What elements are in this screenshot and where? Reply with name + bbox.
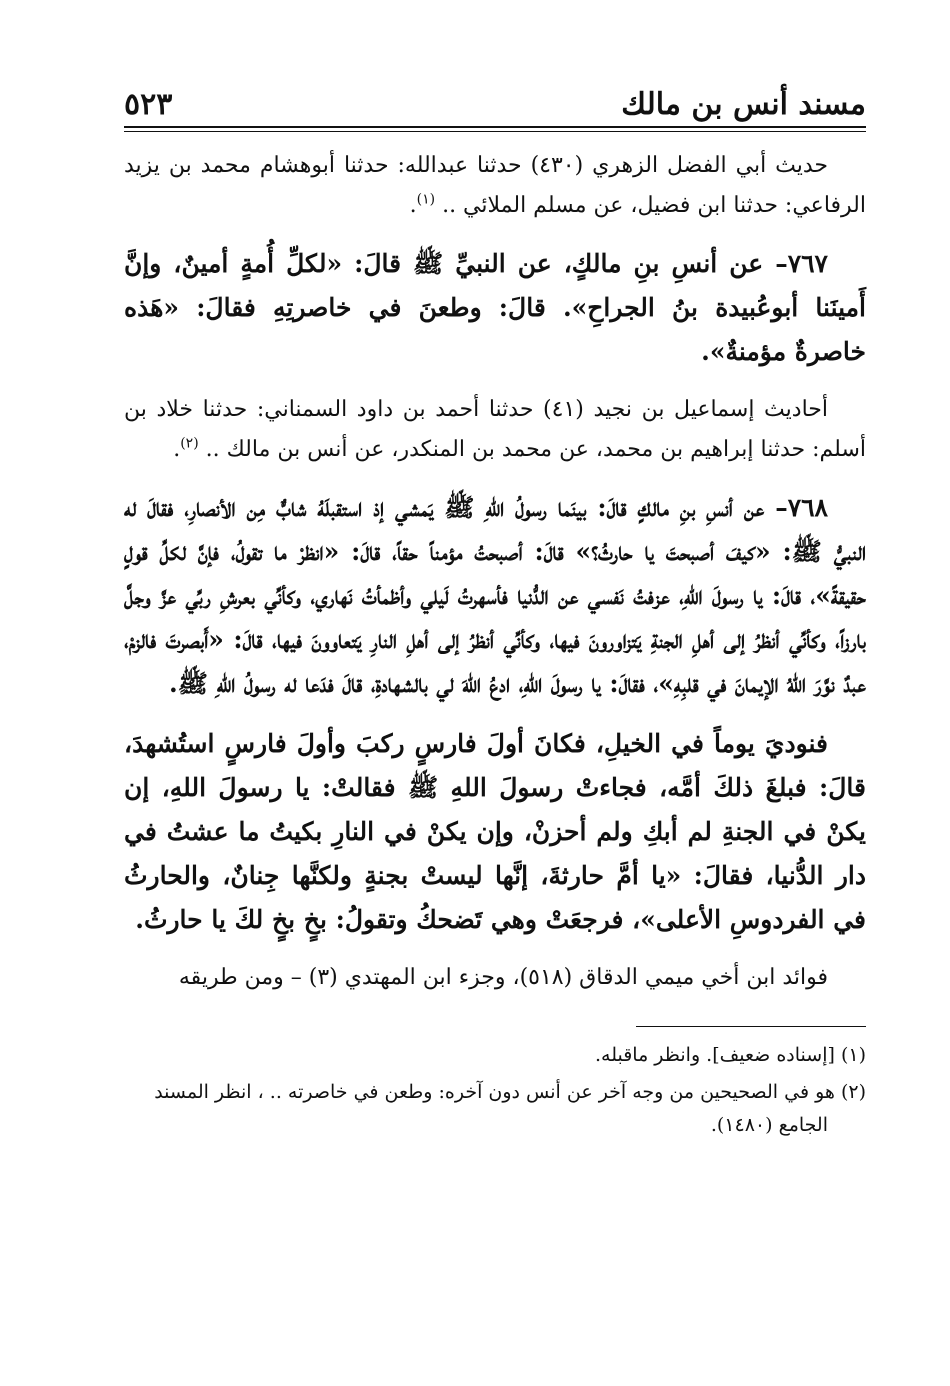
source-paragraph: حديث أبي الفضل الزهري (٤٣٠) حدثنا عبدالله: حدثنا أبوهشام محمد بن يزيد الرفاعي: حدثنا ابن فضيل، عن مسلم الملائي .. $^{(١)}$. bbox=[124, 153, 866, 218]
source-paragraph: أحاديث إسماعيل بن نجيد (٤١) حدثنا أحمد بن داود السمناني: حدثنا خلاد بن أسلم: حدثنا إبراهيم بن محمد، عن محمد بن المنكدر، عن أنس بن مالك .. $^{(٢)}$. bbox=[124, 397, 866, 462]
page-number: ٥٢٣ bbox=[124, 87, 173, 122]
hadith-paragraph: ٧٦٧– عن أنسِ بنِ مالكٍ، عن النبيِّ ﷺ قالَ: «لكلِّ أُمةٍ أمينٌ، وإنَّ أَمينَنا أبوعُبيدة بنُ الجراحِ». قالَ: وطعنَ في خاصرتِهِ فقالَ: «هَذه خاصرةٌ مؤمنةٌ». bbox=[124, 249, 866, 366]
header-rule bbox=[124, 131, 866, 132]
paragraph-text: حديث أبي الفضل الزهري (٤٣٠) حدثنا عبدالله: حدثنا أبوهشام محمد بن يزيد الرفاعي: حدثنا ابن فضيل، عن مسلم الملائي .. bbox=[124, 153, 866, 218]
paragraph-text: أحاديث إسماعيل بن نجيد (٤١) حدثنا أحمد بن داود السمناني: حدثنا خلاد بن أسلم: حدثنا إبراهيم بن محمد، عن محمد بن المنكدر، عن أنس بن مالك .. bbox=[124, 397, 866, 462]
book-page bbox=[124, 70, 866, 1326]
footnotes bbox=[124, 1039, 866, 1142]
hadith-paragraph: فنوديَ يوماً في الخيلِ، فكانَ أولَ فارسٍ ركبَ وأولَ فارسٍ استُشهدَ، قالَ: فبلغَ ذلكَ أمَّه، فجاءتْ رسولَ اللهِ ﷺ فقالتْ: يا رسولَ اللهِ، إن يكنْ في الجنةِ لم أبكِ ولم أحزنْ، وإن يكنْ في النارِ بكيتُ ما عشتُ في دار الدُّنيا، فقالَ: «يا أمَّ حارثةَ، إنَّها ليستْ بجنةٍ ولكنَّها جِنانٌ، والحارثُ في الفردوسِ الأعلى»، فرجعَتْ وهي تَضحكُ وتقولُ: بخٍ بخٍ لكَ يا حارثُ. bbox=[124, 729, 866, 934]
footnote: (٢) هو في الصحيحين من وجه آخر عن أنس دون آخره: وطعن في خاصرته .. ، انظر المسند الجامع (١٤٨٠). bbox=[154, 1081, 866, 1136]
source-paragraph: فوائد ابن أخي ميمي الدقاق (٥١٨)، وجزء ابن المهتدي (٣) – ومن طريقه bbox=[178, 965, 828, 990]
main-text bbox=[124, 146, 866, 998]
footnote: (١) [إسناده ضعيف]. وانظر ماقبله. bbox=[594, 1044, 866, 1066]
page-header bbox=[124, 70, 866, 128]
footnote-reference: (١) bbox=[416, 191, 436, 208]
footnote-reference: (٢) bbox=[180, 435, 199, 452]
hadith-paragraph: ٧٦٨– عن أنسِ بنِ مالكٍ قالَ: بينَما رسولُ اللهِ ﷺ يَمشي إذ استقبلَهُ شابٌّ مِن الأنصارِ، فقالَ له النبيُّ ﷺ: «كيفَ أصبحتَ يا حارثُ؟» قالَ: أصبحتُ مؤمناً حقاً، قالَ: «انظرْ ما تقولُ، فإنَّ لكلِّ قولٍ حقيقةً»، قالَ: يا رسولَ اللهِ، عزفتُ نَفسي عن الدُّنيا فأسهرتُ لَيلي وأظمأتُ نَهاري، وكأنِّي بعرشِ ربِّي عزَّ وجلَّ بارزاً، وكأنِّي أنظرُ إلى أهلِ الجنةِ يَتزاورونَ فيها، وكأنِّي أنظرُ إلى أهلِ النارِ يَتعاوونَ فيها، قالَ: «أَبصرتَ فالزمْ، عبدٌ نوَّرَ اللهُ الإيمانَ في قلبِهِ»، فقالَ: يا رسولَ اللهِ، ادعُ اللهَ لي بالشهادةِ، قالَ فدَعا له رسولُ اللهِ ﷺ. bbox=[124, 493, 866, 698]
footnote-separator bbox=[636, 1026, 866, 1027]
running-title: مسند أنس بن مالك bbox=[621, 87, 866, 122]
